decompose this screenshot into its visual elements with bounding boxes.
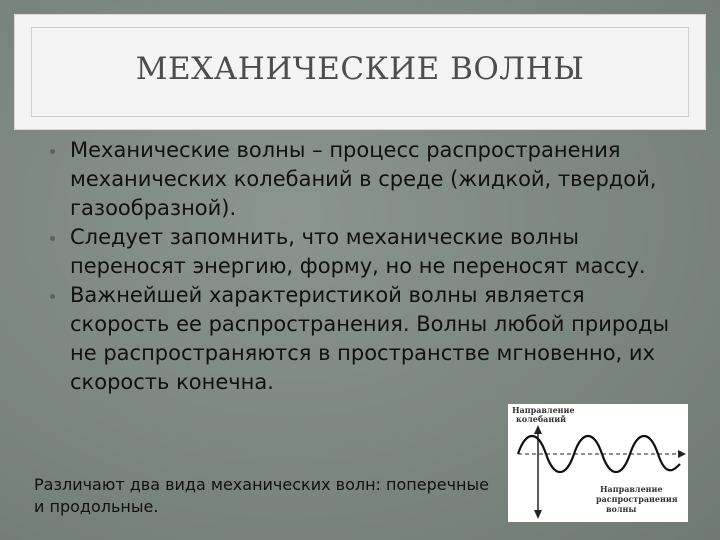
title-inner-border xyxy=(31,27,689,117)
propagation-label-line3: волны xyxy=(606,504,637,514)
arrow-down-icon xyxy=(534,510,542,519)
wave-types-note: Различают два вида механических волн: поперечные и продольные. xyxy=(34,475,489,516)
bullet-text: Важнейшей характеристикой волны является скорость ее распространения. Волны любой природы не распространяются в пространстве мгновенно, их скорость конечна. xyxy=(70,283,670,394)
bullet-text: Следует запомнить, что механические волны переносят энергию, форму, но не переносят массу. xyxy=(70,225,646,278)
bullet-item-energy xyxy=(42,223,682,281)
oscillation-label-line2: колебаний xyxy=(516,414,567,424)
arrow-up-icon xyxy=(534,425,542,434)
bullet-dot-icon xyxy=(50,294,55,299)
propagation-label-line1: Направление xyxy=(600,484,663,494)
arrow-right-icon xyxy=(678,450,686,458)
title-frame xyxy=(14,14,706,130)
bullet-dot-icon xyxy=(50,236,55,241)
oscillation-label-line1: Направление xyxy=(512,405,575,415)
bullet-list xyxy=(42,136,682,397)
bullet-item-speed xyxy=(42,281,682,397)
propagation-label-line2: распространения xyxy=(596,494,678,504)
bullet-dot-icon xyxy=(50,149,55,154)
bullet-item-definition xyxy=(42,136,682,223)
slide-title: МЕХАНИЧЕСКИЕ ВОЛНЫ xyxy=(135,51,585,87)
transverse-wave-diagram xyxy=(508,404,688,522)
transverse-wave-figure xyxy=(508,404,688,522)
bullet-text: Механические волны – процесс распространения механических колебаний в среде (жидкой, твердой, газообразной). xyxy=(70,138,657,220)
